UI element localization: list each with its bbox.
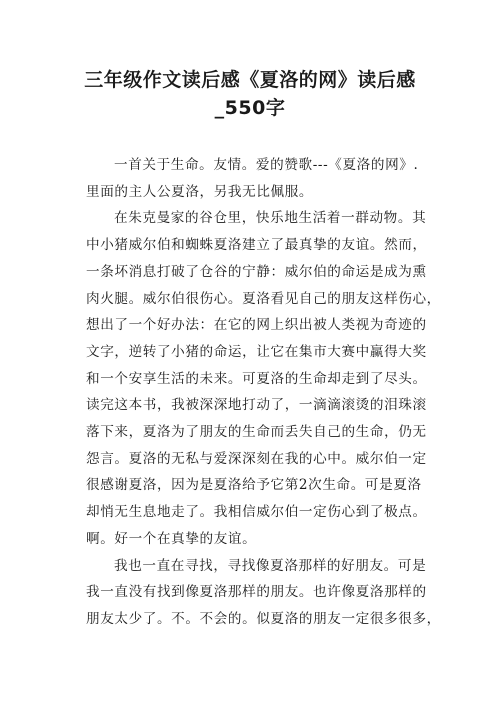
body-text-line: 一首关于生命。友情。爱的赞歌---《夏洛的网》. — [114, 157, 419, 173]
body-text-line: 里面的主人公夏洛，另我无比佩服。 — [86, 183, 314, 200]
body-text-line: 中小猪威尔伯和蜘蛛夏洛建立了最真挚的友谊。然而， — [86, 237, 427, 254]
body-text-line: 啊。好一个在真挚的友谊。 — [86, 530, 257, 547]
body-text-line: 一条坏消息打破了仓谷的宁静：威尔伯的命运是成为熏 — [86, 263, 427, 280]
body-text-line: 很感谢夏洛，因为是夏洛给予它第2次生命。可是夏洛 — [86, 477, 422, 494]
body-text-line: 想出了一个好办法：在它的网上织出被人类视为奇迹的 — [86, 317, 427, 334]
body-text-line: 却悄无生息地走了。我相信威尔伯一定伤心到了极点。 — [86, 504, 427, 521]
body-text-line: 怨言。夏洛的无私与爱深深刻在我的心中。威尔伯一定 — [86, 450, 427, 467]
body-text-line: 读完这本书，我被深深地打动了，一滴滴滚烫的泪珠滚 — [86, 397, 427, 414]
body-text-line: 在朱克曼家的谷仓里，快乐地生活着一群动物。其 — [114, 210, 427, 227]
body-text-line: 我一直没有找到像夏洛那样的朋友。也许像夏洛那样的 — [86, 584, 427, 601]
body-text-line: 朋友太少了。不。不会的。似夏洛的朋友一定很多很多， — [86, 610, 441, 627]
document-title-line-2: _550字 — [214, 97, 286, 119]
body-text-line: 落下来，夏洛为了朋友的生命而丢失自己的生命，仍无 — [86, 424, 427, 440]
body-text-line: 和一个安享生活的未来。可夏洛的生命却走到了尽头。 — [86, 370, 427, 387]
body-text-line: 我也一直在寻找，寻找像夏洛那样的好朋友。可是 — [114, 557, 427, 574]
document-title-line-1: 三年级作文读后感《夏洛的网》读后感 — [84, 69, 416, 91]
body-text-line: 肉火腿。威尔伯很伤心。夏洛看见自己的朋友这样伤心， — [86, 290, 441, 307]
body-text-line: 文字，逆转了小猪的命运，让它在集市大赛中赢得大奖 — [86, 343, 427, 360]
